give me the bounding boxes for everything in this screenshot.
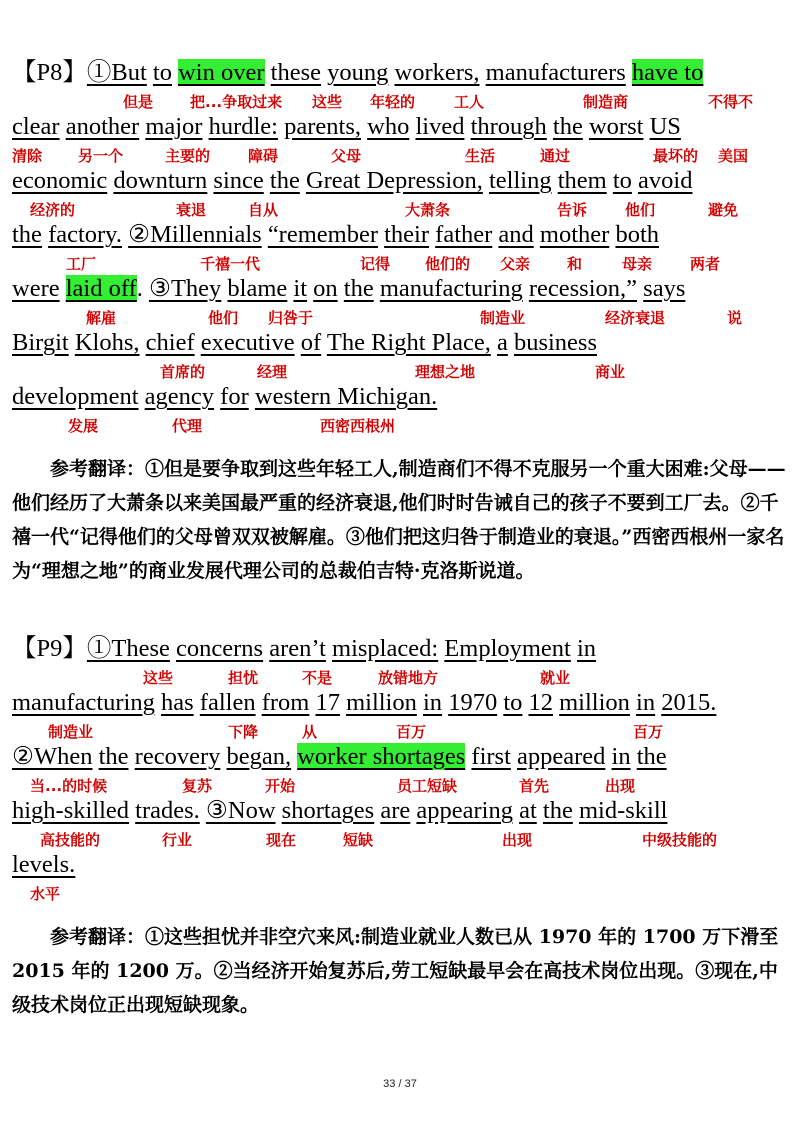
- p8-gloss: 通过: [540, 147, 571, 165]
- p9-gloss: 出现: [502, 831, 533, 849]
- p8-word: for: [220, 383, 249, 410]
- p9-word: aren’t: [269, 635, 326, 662]
- p8-word: the: [552, 113, 583, 140]
- p9-line-2: [12, 686, 716, 720]
- p8-gloss: 工人: [454, 93, 485, 111]
- p8-gloss: 千禧一代: [200, 255, 261, 273]
- p8-word: the: [343, 275, 374, 302]
- p8-word: to: [612, 167, 632, 194]
- p8-marker: 【P8】: [12, 59, 87, 86]
- p9-gloss: 制造业: [48, 723, 94, 741]
- p8-gloss: 自从: [248, 201, 279, 219]
- p8-line-5: [12, 272, 685, 306]
- p8-gloss: 工厂: [66, 255, 97, 273]
- p8-translation: [12, 452, 788, 588]
- p8-word: development: [12, 383, 139, 410]
- p8-gloss: 他们: [208, 309, 239, 327]
- p9-word: at: [519, 797, 537, 824]
- p8-word: ③They: [148, 275, 222, 302]
- p9-word: has: [161, 689, 194, 716]
- p9-word: to: [503, 689, 523, 716]
- translation-text: ①但是要争取到这些年轻工人,制造商们不得不克服另一个重大困难:父母——他们经历了大萧条以来美国最严重的经济衰退,他们时时告诫自己的孩子不要到工厂去。②千禧一代“记得他们的父母曾双双被解雇。③他们把这归咎于制造业的衰退。”西密西根州一家名为“理想之地”的商业发展代理公司的总裁伯吉特·克洛斯说道。: [12, 458, 786, 582]
- p8-word: on: [313, 275, 338, 302]
- p9-word: million: [346, 689, 417, 716]
- p8-word: lived: [415, 113, 465, 140]
- p8-highlight-phrase: laid off: [65, 275, 137, 302]
- p8-gloss: 另一个: [78, 147, 124, 165]
- p9-word: in: [611, 743, 631, 770]
- p9-gloss: 这些: [143, 669, 174, 687]
- p8-gloss: 告诉: [557, 201, 588, 219]
- p9-line-4: [12, 794, 667, 828]
- p9-gloss: 百万: [396, 723, 427, 741]
- p8-word: business: [513, 329, 598, 356]
- p8-word: manufacturers: [485, 59, 626, 86]
- p8-word: parents,: [284, 113, 361, 140]
- p8-gloss: 商业: [595, 363, 626, 381]
- p8-gloss: 和: [567, 255, 583, 273]
- p8-gloss: 理想之地: [415, 363, 476, 381]
- p9-word: the: [542, 797, 573, 824]
- page-number: 33 / 37: [383, 1078, 417, 1090]
- p9-word: recovery: [134, 743, 221, 770]
- p8-line-3: [12, 164, 692, 198]
- p9-word: first: [471, 743, 511, 770]
- p9-gloss: 现在: [266, 831, 297, 849]
- p8-gloss: 年轻的: [370, 93, 416, 111]
- p9-word: trades.: [135, 797, 200, 824]
- p9-word: ①These: [86, 635, 170, 662]
- p9-line-1: [12, 632, 596, 666]
- p8-word: worst: [588, 113, 644, 140]
- p8-word: mother: [539, 221, 610, 248]
- p8-gloss: 主要的: [165, 147, 211, 165]
- p9-word: are: [380, 797, 411, 824]
- p8-word: telling: [488, 167, 552, 194]
- p9-word: appeared: [517, 743, 606, 770]
- p8-gloss: 经济的: [30, 201, 76, 219]
- p9-gloss: 短缺: [343, 831, 374, 849]
- p8-word: the: [12, 221, 42, 248]
- p8-word: manufacturing: [379, 275, 523, 302]
- p8-gloss: 生活: [465, 147, 496, 165]
- p9-gloss: 不是: [302, 669, 333, 687]
- p8-gloss: 父亲: [500, 255, 531, 273]
- p8-word: agency: [144, 383, 215, 410]
- p9-gloss: 员工短缺: [397, 777, 458, 795]
- p8-gloss: 制造业: [480, 309, 526, 327]
- p8-word: clear: [12, 113, 60, 140]
- p9-gloss: 行业: [162, 831, 193, 849]
- p9-gloss: 首先: [519, 777, 550, 795]
- p8-gloss: 记得: [360, 255, 391, 273]
- p9-gloss: 百万: [633, 723, 664, 741]
- p9-word: the: [98, 743, 129, 770]
- p9-word: in: [636, 689, 656, 716]
- p9-word: shortages: [281, 797, 375, 824]
- p8-word: the: [269, 167, 300, 194]
- p8-word: ①But: [86, 59, 147, 86]
- p8-gloss: 衰退: [176, 201, 207, 219]
- p9-highlight-phrase: worker shortages: [297, 743, 466, 770]
- p8-word: were: [12, 275, 60, 302]
- p8-gloss: 母亲: [622, 255, 653, 273]
- translation-text: ①这些担忧并非空穴来风:制造业就业人数已从 1970 年的 1700 万下滑至 2015 年的 1200 万。②当经济开始复苏后,劳工短缺最早会在高技术岗位出现。③现在,中级技术岗位正出现短缺现象。: [12, 926, 779, 1016]
- p9-gloss: 当...的时候: [30, 777, 108, 795]
- p8-word: another: [65, 113, 140, 140]
- p8-gloss: 父母: [331, 147, 362, 165]
- translation-label: 参考翻译：: [50, 926, 146, 948]
- p8-word: western Michigan.: [254, 383, 438, 410]
- p8-gloss: 这些: [312, 93, 343, 111]
- p8-word: US: [649, 113, 681, 140]
- p9-gloss: 中级技能的: [642, 831, 718, 849]
- p9-word: high-skilled: [12, 797, 130, 824]
- p9-word: mid-skill: [578, 797, 668, 824]
- p8-word: The Right Place,: [326, 329, 491, 356]
- p8-line-6: [12, 326, 597, 360]
- p9-word: 2015.: [661, 689, 717, 716]
- p9-word: ③Now: [205, 797, 276, 824]
- p9-word: concerns: [176, 635, 264, 662]
- p9-gloss: 高技能的: [40, 831, 101, 849]
- p8-word: ②Millennials: [128, 221, 262, 248]
- p9-word: levels.: [12, 851, 76, 878]
- p8-gloss: 障碍: [248, 147, 279, 165]
- translation-label: 参考翻译：: [50, 458, 146, 480]
- p9-word: 1970: [448, 689, 498, 716]
- p8-gloss: 制造商: [583, 93, 629, 111]
- p9-word: fallen: [199, 689, 256, 716]
- p8-word: “remember: [267, 221, 378, 248]
- p8-word: factory.: [48, 221, 122, 248]
- p8-word: economic: [12, 167, 108, 194]
- p8-gloss: 首席的: [160, 363, 206, 381]
- p8-word: avoid: [638, 167, 693, 194]
- p8-word: it: [293, 275, 308, 302]
- p9-line-5: [12, 848, 75, 882]
- p8-gloss: 说: [727, 309, 743, 327]
- p8-line-4: [12, 218, 659, 252]
- p9-word: the: [636, 743, 667, 770]
- p8-word: through: [470, 113, 547, 140]
- p8-gloss: 他们的: [425, 255, 471, 273]
- p8-word: downturn: [113, 167, 208, 194]
- p8-gloss: 美国: [718, 147, 749, 165]
- p8-gloss: 两者: [690, 255, 721, 273]
- p8-word: says: [643, 275, 686, 302]
- p8-word: Great Depression,: [305, 167, 483, 194]
- p8-highlight-phrase: win over: [178, 59, 265, 86]
- p8-gloss: 解雇: [86, 309, 117, 327]
- p8-gloss: 把...争取过来: [190, 93, 283, 111]
- p9-translation: [12, 920, 788, 1022]
- p8-word: father: [435, 221, 493, 248]
- p9-word: began,: [226, 743, 292, 770]
- p9-gloss: 出现: [605, 777, 636, 795]
- p8-gloss: 代理: [172, 417, 203, 435]
- p9-word: in: [577, 635, 597, 662]
- p8-word: them: [557, 167, 607, 194]
- p9-line-3: [12, 740, 667, 774]
- p8-word: of: [300, 329, 322, 356]
- p8-word: recession,”: [528, 275, 638, 302]
- p8-word: their: [384, 221, 430, 248]
- p8-gloss: 他们: [625, 201, 656, 219]
- p9-gloss: 放错地方: [378, 669, 439, 687]
- p8-gloss: 清除: [12, 147, 43, 165]
- p9-word: million: [559, 689, 630, 716]
- p9-word: from: [261, 689, 310, 716]
- p8-gloss: 最坏的: [653, 147, 699, 165]
- p8-gloss: 不得不: [708, 93, 754, 111]
- p8-word: who: [367, 113, 410, 140]
- p8-word: Birgit: [12, 329, 69, 356]
- p9-gloss: 水平: [30, 885, 61, 903]
- p9-gloss: 下降: [228, 723, 259, 741]
- p8-gloss: 归咎于: [268, 309, 314, 327]
- p8-gloss: 西密西根州: [320, 417, 396, 435]
- p8-word: major: [145, 113, 203, 140]
- p9-word: 17: [315, 689, 340, 716]
- p8-gloss: 发展: [68, 417, 99, 435]
- p8-word: both: [615, 221, 659, 248]
- p8-word: and: [498, 221, 534, 248]
- p9-word: Employment: [444, 635, 571, 662]
- p8-gloss: 经济衰退: [605, 309, 666, 327]
- p8-line-2: [12, 110, 681, 144]
- p8-gloss: 经理: [257, 363, 288, 381]
- p9-word: in: [423, 689, 443, 716]
- p9-gloss: 复苏: [182, 777, 213, 795]
- p8-word: Klohs,: [74, 329, 140, 356]
- p9-gloss: 从: [302, 723, 318, 741]
- p8-word: to: [152, 59, 172, 86]
- p9-word: 12: [528, 689, 553, 716]
- p8-word: .: [136, 275, 143, 302]
- p8-word: young: [327, 59, 389, 86]
- p8-word: since: [213, 167, 264, 194]
- p8-highlight-phrase: have to: [631, 59, 704, 86]
- p8-gloss: 大萧条: [405, 201, 451, 219]
- p8-word: a: [496, 329, 508, 356]
- p8-word: chief: [145, 329, 195, 356]
- p9-word: ②When: [12, 743, 93, 770]
- p8-gloss: 避免: [708, 201, 739, 219]
- p9-word: misplaced:: [332, 635, 439, 662]
- p9-word: manufacturing: [12, 689, 155, 716]
- p8-word: executive: [200, 329, 295, 356]
- p8-gloss: 但是: [123, 93, 154, 111]
- p8-word: workers,: [394, 59, 480, 86]
- p8-line-7: [12, 380, 437, 414]
- p9-word: appearing: [416, 797, 513, 824]
- p8-line-1: [12, 56, 703, 90]
- p9-gloss: 就业: [540, 669, 571, 687]
- p8-word: hurdle:: [208, 113, 278, 140]
- p8-word: blame: [227, 275, 288, 302]
- p9-gloss: 开始: [265, 777, 296, 795]
- p8-word: these: [270, 59, 321, 86]
- p9-gloss: 担忧: [228, 669, 259, 687]
- p9-marker: 【P9】: [12, 635, 87, 662]
